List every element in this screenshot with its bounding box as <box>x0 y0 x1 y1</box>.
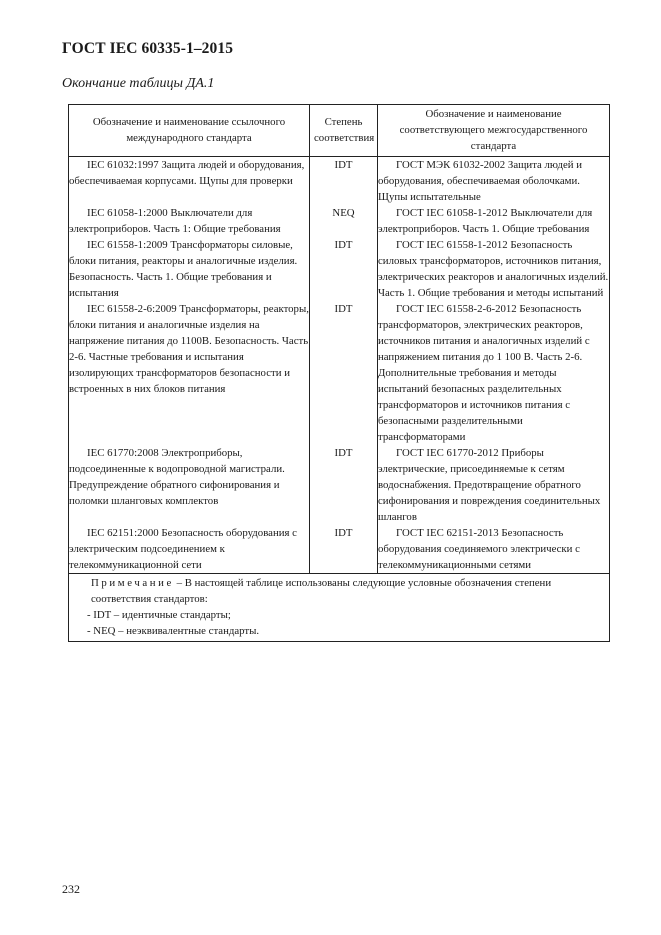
note-text: – В настоящей таблице использованы следующие условные обозначения степени соответствия стандартов: <box>91 577 552 605</box>
table-note <box>69 574 610 642</box>
international-standard-cell: IEC 61770:2008 Электроприборы, подсоединенные к водопроводной магистрали. Предупреждение обратного сифонирования и поломки шланговых комплектов <box>69 445 310 525</box>
reference-standards-table <box>68 104 610 642</box>
interstate-standard-cell: ГОСТ IEC 61770-2012 Приборы электрические, присоединяемые к сетям водоснабжения. Предотвращение обратного сифонирования и повреждения соединительных шлангов <box>378 445 610 525</box>
interstate-standard-cell: ГОСТ МЭК 61032-2002 Защита людей и оборудования, обеспечиваемая оболочками. Щупы испытательные <box>378 157 610 206</box>
table-row <box>69 237 610 301</box>
interstate-standard-cell: ГОСТ IEC 62151-2013 Безопасность оборудования соединяемого электрически с телекоммуникационными сетями <box>378 525 610 574</box>
degree-cell: IDT <box>310 237 378 301</box>
column-header-interstate: Обозначение и наименование соответствующего межгосударственного стандарта <box>378 105 610 157</box>
degree-cell: NEQ <box>310 205 378 237</box>
table-note-row <box>69 574 610 642</box>
table-row <box>69 205 610 237</box>
interstate-standard-cell: ГОСТ IEC 61558-2-6-2012 Безопасность трансформаторов, электрических реакторов, источников питания и аналогичных изделий с напряжением питания до 1 100 В. Часть 2-6. Дополнительные требования и методы испытаний безопасных разделительных трансформаторов и источников питания с безопасными разделительными трансформаторами <box>378 301 610 445</box>
degree-cell: IDT <box>310 157 378 206</box>
note-label: Примечание <box>91 577 174 589</box>
degree-cell: IDT <box>310 525 378 574</box>
table-caption: Окончание таблицы ДА.1 <box>62 76 215 91</box>
column-header-degree: Степень соответствия <box>310 105 378 157</box>
international-standard-cell: IEC 61032:1997 Защита людей и оборудования, обеспечиваемая корпусами. Щупы для проверки <box>69 157 310 206</box>
note-lead <box>69 575 609 607</box>
table-row <box>69 525 610 574</box>
page-number: 232 <box>62 882 80 896</box>
table-row <box>69 157 610 206</box>
international-standard-cell: IEC 61058-1:2000 Выключатели для электроприборов. Часть 1: Общие требования <box>69 205 310 237</box>
note-item-neq: - NEQ – неэквивалентные стандарты. <box>87 625 260 637</box>
international-standard-cell: IEC 61558-2-6:2009 Трансформаторы, реакторы, блоки питания и аналогичные изделия на напряжение питания до 1100В. Безопасность. Часть 2-6. Частные требования и испытания изолирующих трансформаторов безопасности и встроенных в них блоков питания <box>69 301 310 445</box>
international-standard-cell: IEC 62151:2000 Безопасность оборудования с электрическим подсоединением к телекоммуникационной сети <box>69 525 310 574</box>
degree-cell: IDT <box>310 301 378 445</box>
interstate-standard-cell: ГОСТ IEC 61558-1-2012 Безопасность силовых трансформаторов, источников питания, электрических реакторов и аналогичных изделий. Часть 1. Общие требования и методы испытаний <box>378 239 609 299</box>
document-title: ГОСТ IEC 60335-1–2015 <box>62 40 234 57</box>
table-row <box>69 445 610 525</box>
column-header-international: Обозначение и наименование ссылочного международного стандарта <box>69 105 310 157</box>
table-row <box>69 301 610 445</box>
table-header-row <box>69 105 610 157</box>
interstate-standard-cell: ГОСТ IEC 61058-1-2012 Выключатели для электроприборов. Часть 1. Общие требования <box>378 205 610 237</box>
degree-cell: IDT <box>310 445 378 525</box>
international-standard-cell: IEC 61558-1:2009 Трансформаторы силовые, блоки питания, реакторы и аналогичные изделия. Безопасность. Часть 1. Общие требования и испытания <box>69 237 310 301</box>
note-item-idt: - IDT – идентичные стандарты; <box>87 609 231 621</box>
